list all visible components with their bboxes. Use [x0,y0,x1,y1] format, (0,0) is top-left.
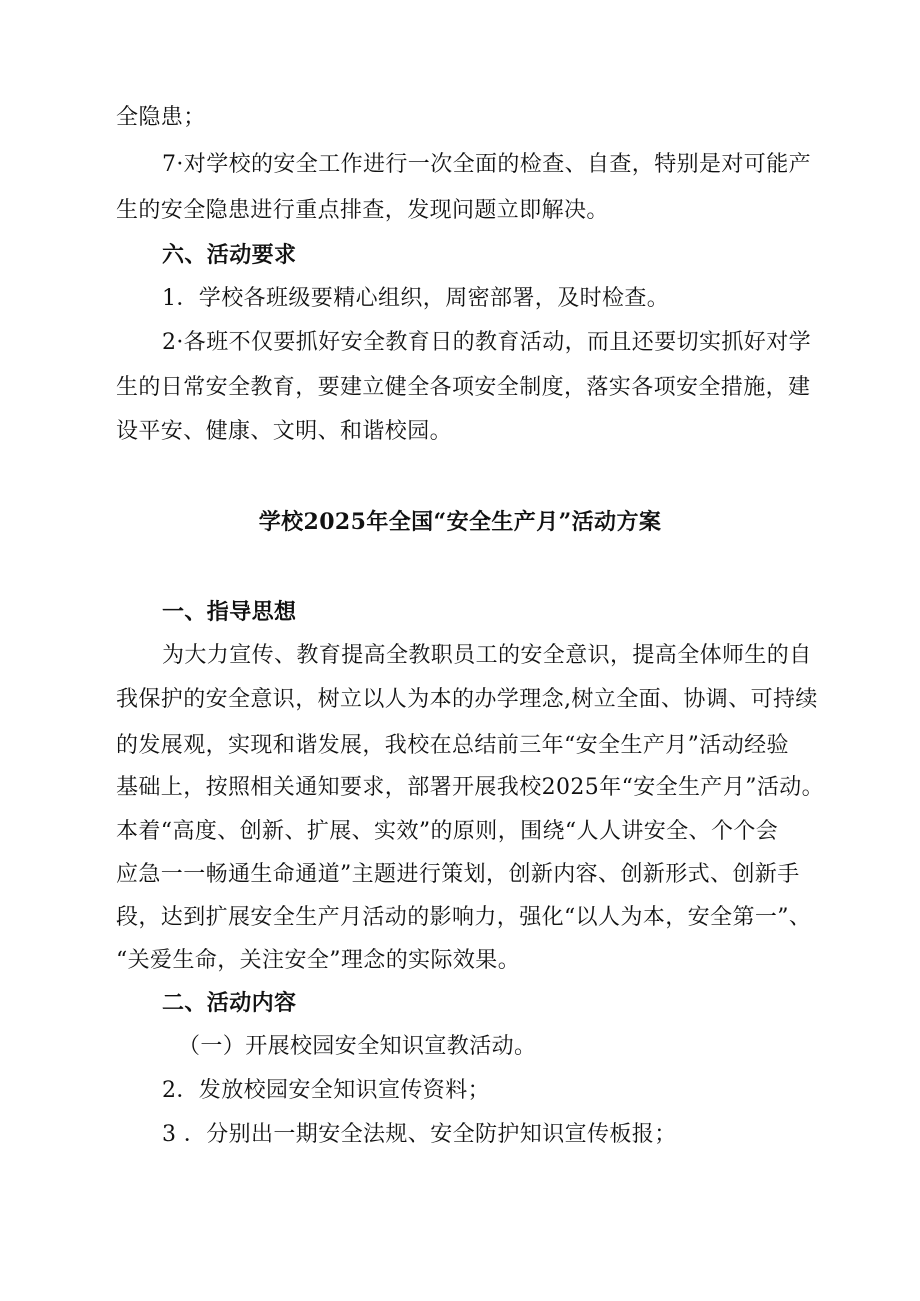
text-line: （一）开展校园安全知识宣教活动。 [178,1034,537,1059]
section-heading: 一、指导思想 [162,599,297,625]
text-line: “关爱生命，关注安全”理念的实际效果。 [116,948,521,973]
section-heading: 六、活动要求 [162,242,297,268]
text-line: 基础上，按照相关通知要求，部署开展我校2025年“安全生产月”活动。 [116,775,825,800]
text-line: 本着“高度、创新、扩展、实效”的原则，围绕“人人讲安全、个个会 [116,819,779,844]
text-line: 生的安全隐患进行重点排查，发现问题立即解决。 [116,198,609,223]
text-line: 的发展观，实现和谐发展，我校在总结前三年“安全生产月”活动经验 [116,733,789,758]
text-line: 1．学校各班级要精心组织，周密部署，及时检查。 [162,286,670,311]
text-line: 全隐患； [116,105,206,130]
section-heading: 二、活动内容 [162,990,297,1016]
text-line: 3 ．分别出一期安全法规、安全防护知识宣传板报； [162,1122,677,1147]
text-line: 应急一一畅通生命通道”主题进行策划，创新内容、创新形式、创新手 [116,862,800,887]
text-line: 段，达到扩展安全生产月活动的影响力，强化“以人为本，安全第一”、 [116,905,812,930]
text-line: 设平安、健康、文明、和谐校园。 [116,419,453,444]
text-line: 2·各班不仅要抓好安全教育日的教育活动，而且还要切实抓好对学 [162,330,811,355]
text-line: 2．发放校园安全知识宣传资料； [162,1078,490,1103]
text-line: 7·对学校的安全工作进行一次全面的检查、自查，特别是对可能产 [162,152,811,177]
text-line: 为大力宣传、教育提高全教职员工的安全意识，提高全体师生的自 [162,643,812,668]
text-line: 生的日常安全教育，要建立健全各项安全制度，落实各项安全措施，建 [116,375,811,400]
text-line: 我保护的安全意识，树立以人为本的办学理念,树立全面、协调、可持续 [116,687,818,712]
document-title: 学校2025年全国“安全生产月”活动方案 [258,509,662,535]
